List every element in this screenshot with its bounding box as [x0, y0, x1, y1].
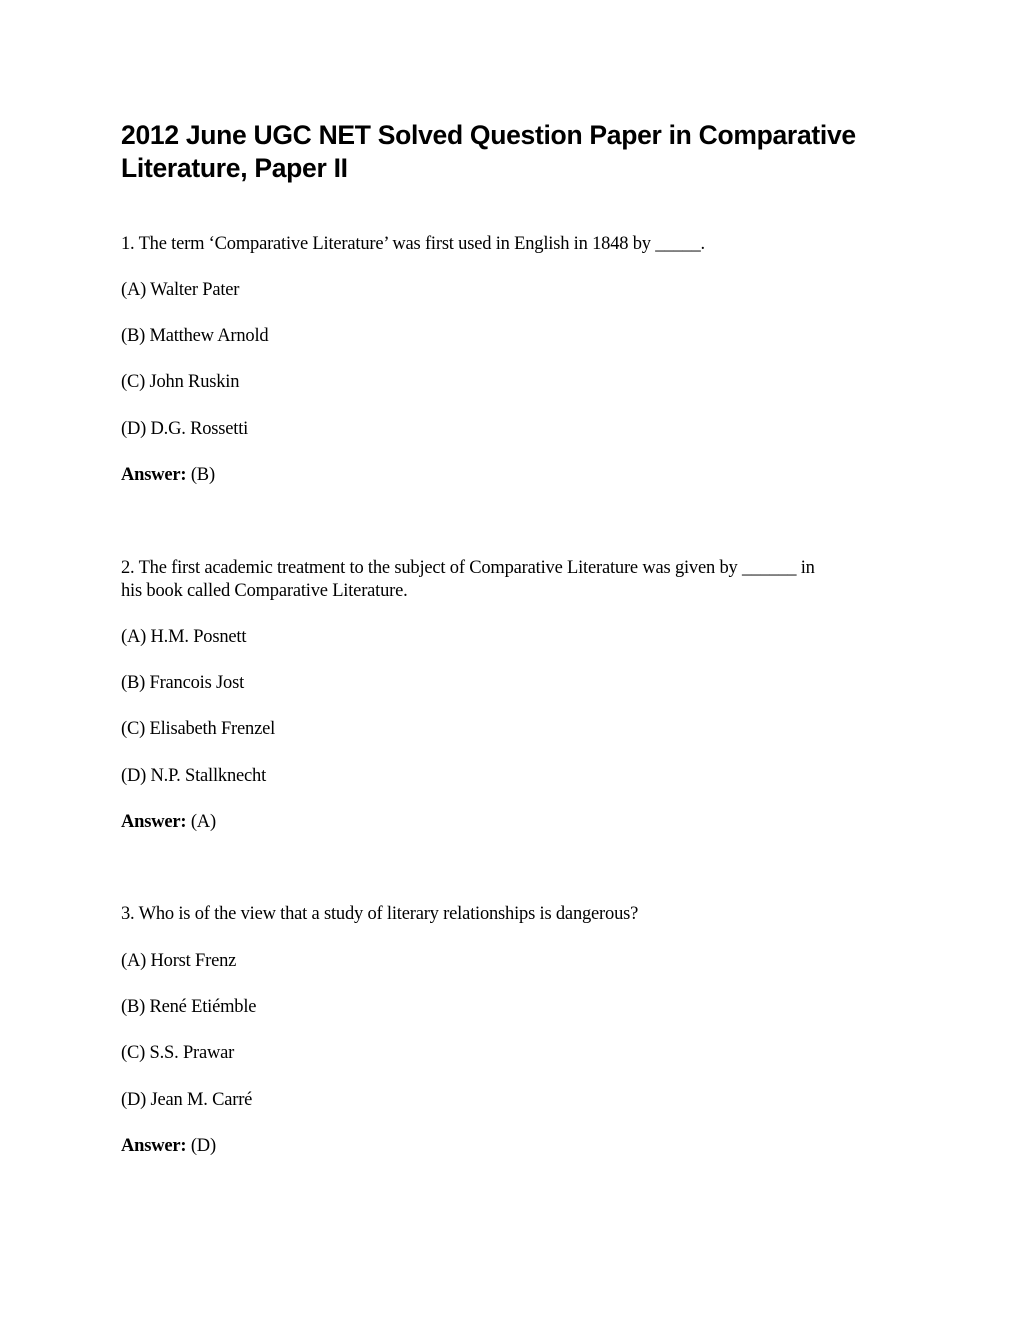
- question-3-answer: [121, 1135, 216, 1157]
- question-3-option-b: (B) René Etiémble: [121, 997, 257, 1017]
- answer-label: Answer:: [121, 465, 187, 485]
- question-1-option-d: (D) D.G. Rossetti: [121, 419, 249, 439]
- answer-label: Answer:: [121, 1136, 187, 1156]
- question-3-option-d: (D) Jean M. Carré: [121, 1090, 253, 1110]
- answer-value: (A): [190, 812, 216, 832]
- page-title-line-2: Literature, Paper II: [121, 153, 348, 183]
- question-3-option-a: (A) Horst Frenz: [121, 951, 237, 971]
- question-1-option-a: (A) Walter Pater: [121, 280, 240, 300]
- page-title-line-1: 2012 June UGC NET Solved Question Paper in Comparative: [121, 120, 856, 150]
- question-2-text-line-1: 2. The first academic treatment to the subject of Comparative Literature was given by ______ in: [121, 558, 815, 578]
- question-1-answer: [121, 464, 215, 486]
- question-2-option-d: (D) N.P. Stallknecht: [121, 766, 267, 786]
- question-2-answer: [121, 811, 216, 833]
- question-3-option-c: (C) S.S. Prawar: [121, 1043, 235, 1063]
- question-2-text-line-2: his book called Comparative Literature.: [121, 581, 408, 601]
- answer-label: Answer:: [121, 812, 187, 832]
- question-1-option-b: (B) Matthew Arnold: [121, 326, 269, 346]
- question-2-option-b: (B) Francois Jost: [121, 673, 245, 693]
- question-2-option-a: (A) H.M. Posnett: [121, 627, 247, 647]
- question-1-text: 1. The term ‘Comparative Literature’ was first used in English in 1848 by _____.: [121, 234, 705, 254]
- question-1-option-c: (C) John Ruskin: [121, 372, 240, 392]
- answer-value: (D): [190, 1136, 216, 1156]
- question-3-text: 3. Who is of the view that a study of literary relationships is dangerous?: [121, 904, 639, 924]
- question-2-option-c: (C) Elisabeth Frenzel: [121, 719, 276, 739]
- answer-value: (B): [190, 465, 215, 485]
